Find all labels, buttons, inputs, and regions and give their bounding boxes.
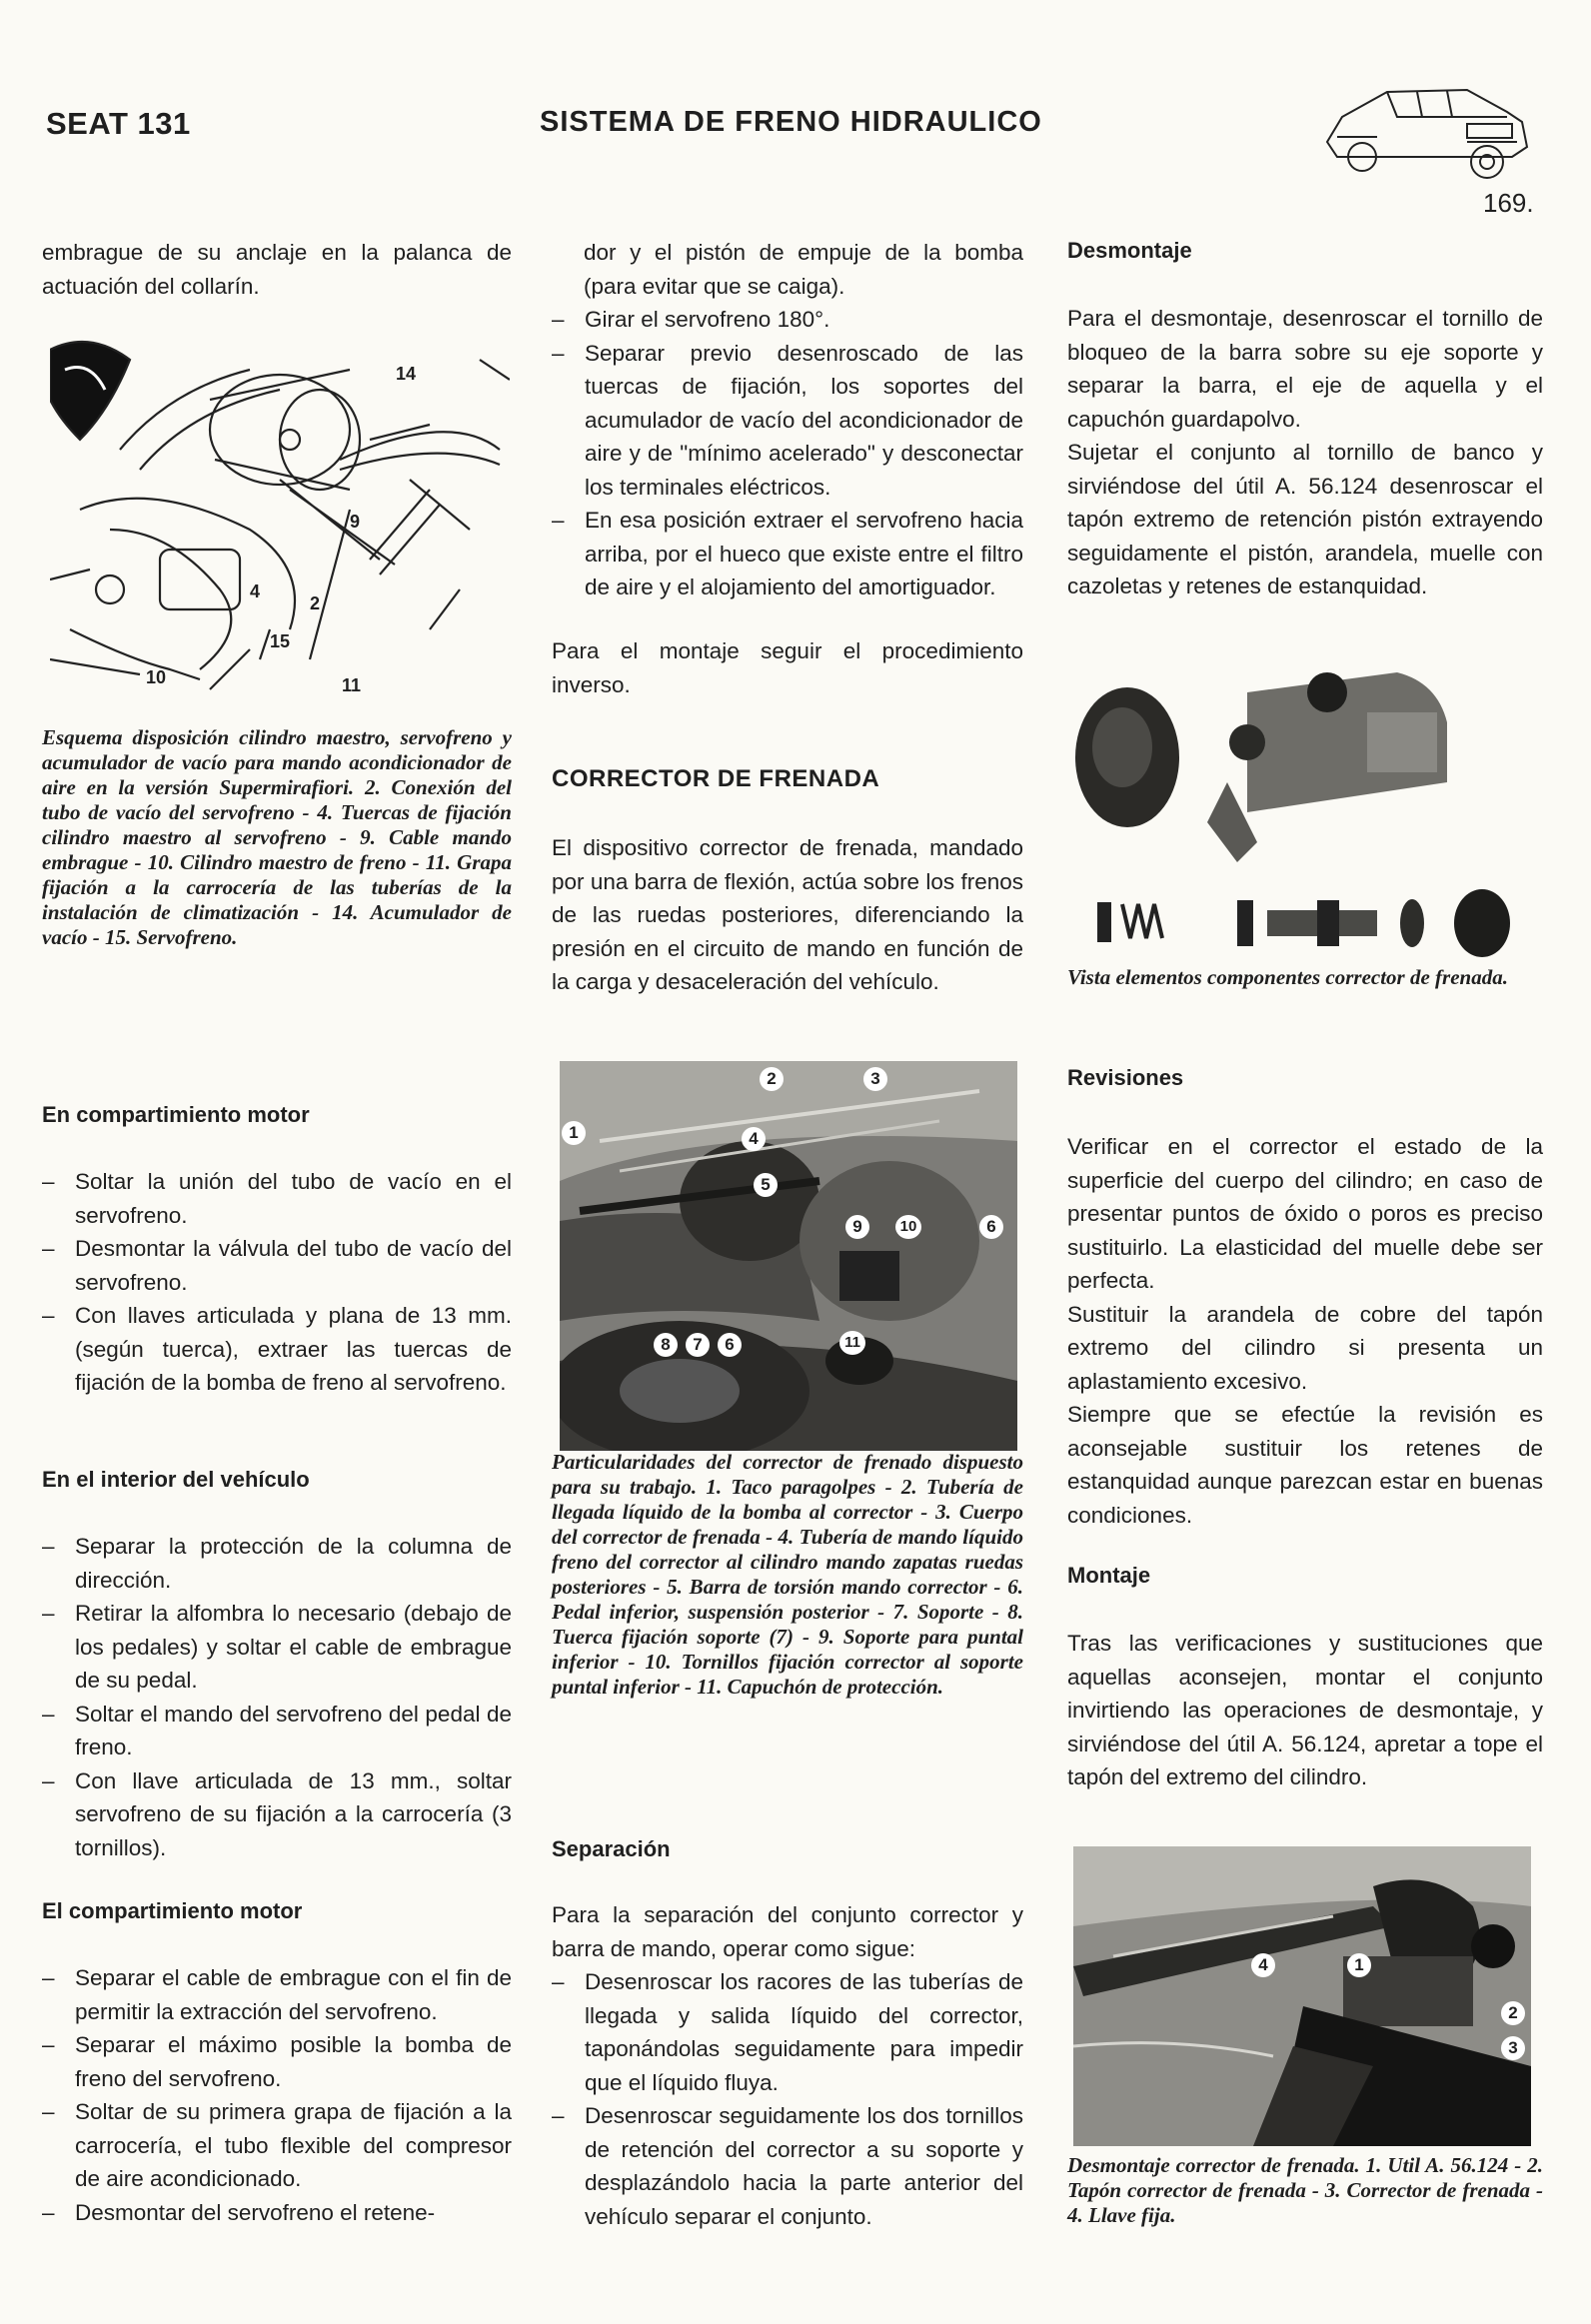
header-brand: SEAT 131: [46, 106, 191, 141]
fig1-label-9: 9: [350, 512, 361, 532]
separacion-list: [552, 1965, 1023, 2233]
revisiones-text: [1067, 1130, 1543, 1532]
photo-label-11: 11: [839, 1331, 865, 1355]
corrector-text: El dispositivo corrector de frenada, mandado por una barra de flexión, actúa sobre los frenos de las ruedas posteriores, diferenciando la presión en el circuito de mando en función de la carga y desaceleración del vehículo.: [552, 835, 1023, 994]
list-item: – Separar el cable de embrague con el fin de permitir la extracción del servofreno.: [42, 1965, 512, 2024]
desmontaje-text-2: Sujetar el conjunto al tornillo de banco y sirviéndose del útil A. 56.124 desenroscar el tapón extremo de retención pistón extrayendo seguidamente el pistón, arandela, muelle con cazoletas y retenes de estanquidad.: [1067, 440, 1543, 598]
revisiones-heading: Revisiones: [1067, 1065, 1184, 1090]
separacion-heading: Separación: [552, 1836, 671, 1861]
fig1-label-15: 15: [270, 631, 291, 651]
tool-caption: Desmontaje corrector de frenada. 1. Util A. 56.124 - 2. Tapón corrector de frenada - 3. Corrector de frenada - 4. Llave fija.: [1067, 2153, 1543, 2227]
fig1-caption: Esquema disposición cilindro maestro, servofreno y acumulador de vacío para mando acondicionador de aire en la versión Supermirafiori. 2. Conexión del tubo de vacío del servofreno - 4. Tuercas de fijación cilindro maestro al servofreno - 9. Cable mando embrague - 10. Cilindro maestro de freno - 11. Grapa fijación a la carrocería de las tuberías de la instalación de climatización - 14. Acumulador de vacío - 15. Servofreno.: [42, 725, 512, 949]
corrector-photo: [560, 1061, 1017, 1451]
continued-text: dor y el pistón de empuje de la bomba (para evitar que se caiga).: [584, 240, 1023, 299]
section2-list: [42, 1530, 512, 1864]
list-item: – Soltar la unión del tubo de vacío en el servofreno.: [42, 1169, 512, 1228]
separacion-text: Para la separación del conjunto corrector y barra de mando, operar como sigue:: [552, 1902, 1023, 1961]
section-heading-compartimiento: En compartimiento motor: [42, 1102, 310, 1127]
montaje-heading: Montaje: [1067, 1563, 1151, 1588]
list-item: – Retirar la alfombra lo necesario (debajo de los pedales) y soltar el cable de embrague de su pedal.: [42, 1601, 512, 1693]
intro-text: embrague de su anclaje en la palanca de actuación del collarín.: [42, 240, 512, 299]
revisiones-para: Verificar en el corrector el estado de la superficie del cuerpo del cilindro; en caso de presentar puntos de óxido o poros es preciso sustituirlo. La elasticidad del muelle debe ser perfecta.: [1067, 1134, 1543, 1293]
list-item: – Con llaves articulada y plana de 13 mm. (según tuerca), extraer las tuercas de fijación de la bomba de freno al servofreno.: [42, 1303, 512, 1395]
revisiones-para: Sustituir la arandela de cobre del tapón extremo del cilindro si presenta un aplastamiento excesivo.: [1067, 1301, 1543, 1394]
fig1-label-14: 14: [396, 364, 417, 384]
fig1-label-10: 10: [146, 667, 167, 687]
desmontaje-heading: Desmontaje: [1067, 238, 1192, 263]
photo-label-10: 10: [895, 1215, 921, 1239]
list-item: – Separar la protección de la columna de dirección.: [42, 1534, 512, 1593]
section-heading-motor: El compartimiento motor: [42, 1898, 303, 1923]
col2-list: [552, 303, 1023, 604]
tool-label-4: 4: [1251, 1953, 1275, 1977]
montaje-text: Tras las verificaciones y sustituciones que aquellas aconsejen, montar el conjunto invirtiendo las operaciones de desmontaje, y sirviéndose del útil A. 56.124, apretar a tope el tapón del extremo del cilindro.: [1067, 1631, 1543, 1789]
car-illustration: [1317, 62, 1537, 187]
photo-label-4: 4: [742, 1127, 766, 1151]
photo-label-7: 7: [686, 1333, 710, 1357]
tool-label-2: 2: [1501, 2001, 1525, 2025]
page-number: 169.: [1483, 188, 1534, 218]
section-heading-interior: En el interior del vehículo: [42, 1467, 310, 1492]
photo-label-2: 2: [760, 1067, 784, 1091]
tool-label-3: 3: [1501, 2036, 1525, 2060]
photo-caption: Particularidades del corrector de frenado dispuesto para su trabajo. 1. Taco paragolpes - 2. Tubería de llegada líquido de la bomba al corrector - 3. Cuerpo del corrector de frenada - 4. Tubería de mando líquido freno del corrector al cilindro mando zapatas ruedas posteriores - 5. Barra de torsión mando corrector - 6. Pedal inferior, suspensión posterior - 7. Soporte - 8. Tuerca fijación soporte (7) - 9. Soporte para puntal inferior - 10. Tornillos fijación corrector al soporte puntal inferior - 11. Capuchón de protección.: [552, 1450, 1023, 1699]
list-item: – Desenroscar los racores de las tuberías de llegada y salida líquido del corrector, taponándolas seguidamente para impedir que el líquido fluya.: [552, 1969, 1023, 2095]
revisiones-para: Siempre que se efectúe la revisión es aconsejable sustituir los retenes de estanquidad aunque parezcan estar en buenas condiciones.: [1067, 1402, 1543, 1528]
photo-label-9: 9: [845, 1215, 869, 1239]
fig1-label-11: 11: [342, 675, 362, 695]
list-item: – Desmontar la válvula del tubo de vacío del servofreno.: [42, 1236, 512, 1295]
tool-label-1: 1: [1347, 1953, 1371, 1977]
parts-caption: Vista elementos componentes corrector de frenada.: [1067, 965, 1508, 989]
section3-list: [42, 1961, 512, 2229]
section1-list: [42, 1165, 512, 1400]
list-item: – Soltar el mando del servofreno del pedal de freno.: [42, 1701, 512, 1759]
header-title: SISTEMA DE FRENO HIDRAULICO: [540, 106, 1042, 138]
list-item: – En esa posición extraer el servofreno hacia arriba, por el hueco que existe entre el filtro de aire y el alojamiento del amortiguador.: [552, 508, 1023, 599]
montaje-note: Para el montaje seguir el procedimiento inverso.: [552, 638, 1023, 697]
photo-label-6b: 6: [718, 1333, 742, 1357]
photo-label-1: 1: [562, 1121, 586, 1145]
list-item: – Desenroscar seguidamente los dos tornillos de retención del corrector a su soporte y desplazándolo hacia la parte anterior del vehículo separar el conjunto.: [552, 2103, 1023, 2229]
photo-label-6: 6: [979, 1215, 1003, 1239]
desmontaje-text: Para el desmontaje, desenroscar el tornillo de bloqueo de la barra sobre su eje soporte y separar la barra, el eje de aquella y el capuchón guardapolvo.: [1067, 306, 1543, 432]
list-item: – Separar previo desenroscado de las tuercas de fijación, los soportes del acumulador de vacío del acondicionador de aire y de "mínimo acelerado" y desconectar los terminales eléctricos.: [552, 340, 1023, 500]
fig1-label-4: 4: [250, 581, 261, 601]
photo-label-8: 8: [654, 1333, 678, 1357]
list-item: – Soltar de su primera grapa de fijación a la carrocería, el tubo flexible del compresor de aire acondicionado.: [42, 2099, 512, 2191]
photo-label-3: 3: [863, 1067, 887, 1091]
corrector-heading: CORRECTOR DE FRENADA: [552, 765, 880, 792]
fig1-label-2: 2: [310, 593, 321, 613]
list-item: – Separar el máximo posible la bomba de freno del servofreno.: [42, 2032, 512, 2091]
list-item: – Girar el servofreno 180°.: [552, 307, 830, 332]
list-item: – Con llave articulada de 13 mm., soltar servofreno de su fijación a la carrocería (3 tornillos).: [42, 1767, 512, 1860]
corrector-parts-photo: [1067, 632, 1535, 972]
photo-label-5: 5: [754, 1173, 778, 1197]
list-item: – Desmontar del servofreno el retene-: [42, 2199, 436, 2225]
tool-photo: [1073, 1846, 1531, 2146]
